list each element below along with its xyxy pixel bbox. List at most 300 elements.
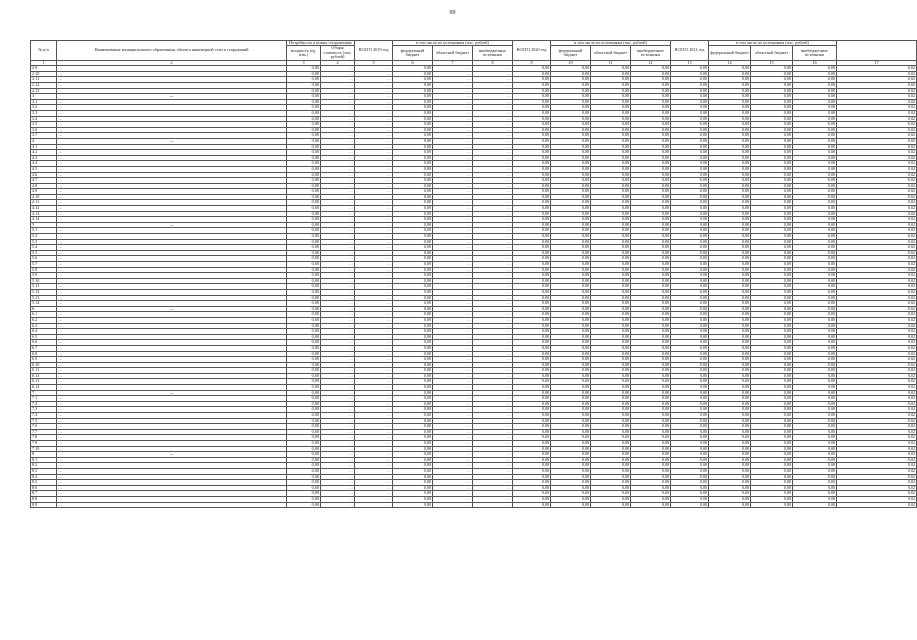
- value-cell: 0,00: [551, 228, 591, 234]
- value-cell: 0,00: [709, 200, 751, 206]
- value-cell: …: [355, 206, 393, 212]
- value-cell: 0,00: [513, 250, 551, 256]
- value-cell: 0,00: [671, 362, 709, 368]
- value-cell: 0,02: [837, 178, 917, 184]
- value-cell: 0,00: [709, 463, 751, 469]
- value-cell: 0,00: [591, 94, 631, 100]
- value-cell: …: [321, 228, 355, 234]
- value-cell: 0,00: [709, 390, 751, 396]
- value-cell: 0,00: [287, 99, 321, 105]
- value-cell: …: [433, 189, 473, 195]
- header-total-2020: ВСЕГО 2020 год: [513, 41, 551, 61]
- value-cell: 0,00: [793, 133, 837, 139]
- value-cell: 0,00: [393, 273, 433, 279]
- row-name-cell: …: [57, 435, 287, 441]
- value-cell: …: [355, 457, 393, 463]
- value-cell: 0,00: [751, 491, 793, 497]
- value-cell: 0,00: [591, 317, 631, 323]
- row-number-cell: 6.8: [31, 351, 57, 357]
- value-cell: 0,00: [513, 234, 551, 240]
- value-cell: 0,00: [671, 474, 709, 480]
- value-cell: 0,00: [709, 194, 751, 200]
- value-cell: 0,00: [793, 161, 837, 167]
- value-cell: 0,00: [671, 256, 709, 262]
- value-cell: …: [433, 345, 473, 351]
- value-cell: …: [355, 200, 393, 206]
- value-cell: …: [321, 379, 355, 385]
- value-cell: 0,00: [709, 161, 751, 167]
- value-cell: 0,00: [709, 250, 751, 256]
- value-cell: 0,00: [591, 234, 631, 240]
- value-cell: 0,02: [837, 83, 917, 89]
- value-cell: …: [321, 424, 355, 430]
- value-cell: 0,00: [591, 373, 631, 379]
- value-cell: 0,00: [287, 267, 321, 273]
- value-cell: …: [355, 463, 393, 469]
- value-cell: 0,00: [631, 77, 671, 83]
- value-cell: 0,00: [551, 144, 591, 150]
- value-cell: 0,02: [837, 468, 917, 474]
- value-cell: 0,00: [631, 379, 671, 385]
- value-cell: …: [355, 273, 393, 279]
- value-cell: 0,00: [591, 441, 631, 447]
- value-cell: …: [433, 452, 473, 458]
- value-cell: …: [321, 166, 355, 172]
- row-name-cell: …: [57, 396, 287, 402]
- value-cell: 0,00: [671, 172, 709, 178]
- row-name-cell: …: [57, 468, 287, 474]
- value-cell: 0,02: [837, 206, 917, 212]
- value-cell: 0,00: [591, 150, 631, 156]
- value-cell: …: [321, 435, 355, 441]
- value-cell: 0,00: [751, 357, 793, 363]
- value-cell: 0,00: [551, 379, 591, 385]
- value-cell: 0,00: [709, 357, 751, 363]
- row-name-cell: …: [57, 424, 287, 430]
- value-cell: 0,00: [393, 133, 433, 139]
- value-cell: 0,00: [287, 228, 321, 234]
- value-cell: …: [321, 161, 355, 167]
- value-cell: 0,02: [837, 127, 917, 133]
- value-cell: 0,00: [793, 407, 837, 413]
- value-cell: 0,00: [393, 502, 433, 508]
- value-cell: …: [433, 127, 473, 133]
- value-cell: 0,00: [631, 306, 671, 312]
- row-name-cell: …: [57, 144, 287, 150]
- value-cell: 0,00: [751, 110, 793, 116]
- column-number-cell: 9: [513, 60, 551, 66]
- value-cell: …: [473, 396, 513, 402]
- value-cell: 0,00: [513, 161, 551, 167]
- value-cell: 0,00: [793, 94, 837, 100]
- value-cell: 0,00: [513, 122, 551, 128]
- value-cell: 0,00: [631, 295, 671, 301]
- value-cell: 0,00: [513, 295, 551, 301]
- value-cell: 0,00: [671, 351, 709, 357]
- row-name-cell: …: [57, 133, 287, 139]
- value-cell: 0,00: [287, 385, 321, 391]
- value-cell: 0,00: [671, 317, 709, 323]
- row-name-cell: …: [57, 262, 287, 268]
- row-number-cell: 8: [31, 452, 57, 458]
- row-name-cell: …: [57, 413, 287, 419]
- value-cell: 0,00: [631, 239, 671, 245]
- value-cell: 0,00: [671, 105, 709, 111]
- value-cell: …: [321, 250, 355, 256]
- value-cell: …: [433, 99, 473, 105]
- value-cell: …: [355, 295, 393, 301]
- value-cell: 0,00: [591, 122, 631, 128]
- value-cell: …: [355, 161, 393, 167]
- value-cell: 0,00: [551, 452, 591, 458]
- value-cell: …: [473, 206, 513, 212]
- value-cell: 0,00: [513, 496, 551, 502]
- value-cell: …: [473, 133, 513, 139]
- value-cell: …: [321, 267, 355, 273]
- value-cell: 0,00: [709, 329, 751, 335]
- value-cell: …: [433, 312, 473, 318]
- value-cell: 0,00: [631, 284, 671, 290]
- row-number-cell: 3.1: [31, 99, 57, 105]
- value-cell: …: [473, 413, 513, 419]
- value-cell: 0,00: [631, 150, 671, 156]
- value-cell: 0,00: [793, 295, 837, 301]
- row-name-cell: …: [57, 407, 287, 413]
- value-cell: 0,00: [591, 228, 631, 234]
- value-cell: 0,00: [287, 133, 321, 139]
- value-cell: …: [473, 496, 513, 502]
- value-cell: 0,00: [513, 194, 551, 200]
- value-cell: 0,00: [631, 468, 671, 474]
- value-cell: 0,00: [393, 99, 433, 105]
- value-cell: 0,00: [513, 418, 551, 424]
- value-cell: 0,00: [793, 368, 837, 374]
- value-cell: …: [473, 401, 513, 407]
- value-cell: 0,00: [793, 273, 837, 279]
- value-cell: …: [321, 88, 355, 94]
- value-cell: 0,00: [709, 245, 751, 251]
- row-number-cell: 4.4: [31, 161, 57, 167]
- row-number-cell: 5.7: [31, 262, 57, 268]
- value-cell: 0,00: [751, 446, 793, 452]
- value-cell: 0,00: [671, 284, 709, 290]
- value-cell: 0,02: [837, 161, 917, 167]
- value-cell: 0,00: [671, 357, 709, 363]
- value-cell: 0,00: [671, 222, 709, 228]
- value-cell: …: [473, 491, 513, 497]
- value-cell: 0,00: [513, 77, 551, 83]
- value-cell: 0,02: [837, 245, 917, 251]
- value-cell: …: [473, 329, 513, 335]
- value-cell: 0,00: [551, 289, 591, 295]
- value-cell: 0,00: [793, 373, 837, 379]
- value-cell: 0,00: [751, 133, 793, 139]
- value-cell: 0,00: [709, 217, 751, 223]
- value-cell: 0,00: [709, 502, 751, 508]
- value-cell: 0,00: [751, 88, 793, 94]
- value-cell: 0,00: [551, 133, 591, 139]
- row-number-cell: 2.12: [31, 83, 57, 89]
- value-cell: 0,02: [837, 396, 917, 402]
- value-cell: 0,00: [393, 463, 433, 469]
- value-cell: 0,00: [591, 206, 631, 212]
- value-cell: 0,00: [393, 368, 433, 374]
- value-cell: …: [355, 446, 393, 452]
- value-cell: 0,00: [287, 379, 321, 385]
- value-cell: …: [433, 161, 473, 167]
- value-cell: …: [473, 138, 513, 144]
- value-cell: 0,00: [671, 278, 709, 284]
- row-number-cell: 2.11: [31, 77, 57, 83]
- value-cell: …: [433, 357, 473, 363]
- value-cell: …: [321, 334, 355, 340]
- value-cell: 0,00: [551, 301, 591, 307]
- value-cell: 0,00: [591, 262, 631, 268]
- row-number-cell: 7.1: [31, 396, 57, 402]
- value-cell: 0,00: [513, 463, 551, 469]
- value-cell: 0,00: [709, 312, 751, 318]
- value-cell: 0,00: [671, 183, 709, 189]
- value-cell: 0,00: [393, 345, 433, 351]
- value-cell: …: [355, 401, 393, 407]
- value-cell: 0,00: [513, 217, 551, 223]
- value-cell: 0,00: [671, 491, 709, 497]
- value-cell: 0,02: [837, 351, 917, 357]
- value-cell: 0,00: [551, 267, 591, 273]
- value-cell: …: [321, 127, 355, 133]
- value-cell: 0,00: [513, 502, 551, 508]
- row-number-cell: 4.6: [31, 172, 57, 178]
- header-capacity: мощность (ед. изм.): [287, 46, 321, 60]
- row-name-cell: …: [57, 323, 287, 329]
- value-cell: 0,00: [551, 407, 591, 413]
- value-cell: 0,00: [591, 485, 631, 491]
- value-cell: 0,00: [591, 133, 631, 139]
- value-cell: 0,00: [513, 390, 551, 396]
- value-cell: 0,00: [631, 99, 671, 105]
- value-cell: 0,00: [709, 435, 751, 441]
- value-cell: 0,00: [671, 390, 709, 396]
- row-name-cell: …: [57, 77, 287, 83]
- value-cell: 0,00: [631, 189, 671, 195]
- value-cell: 0,00: [393, 452, 433, 458]
- row-number-cell: 6.11: [31, 368, 57, 374]
- value-cell: 0,00: [513, 474, 551, 480]
- value-cell: 0,02: [837, 150, 917, 156]
- row-name-cell: …: [57, 334, 287, 340]
- value-cell: …: [355, 429, 393, 435]
- value-cell: 0,00: [709, 452, 751, 458]
- row-name-cell: …: [57, 183, 287, 189]
- value-cell: 0,00: [751, 468, 793, 474]
- column-number-cell: 1: [31, 60, 57, 66]
- value-cell: …: [321, 172, 355, 178]
- row-name-cell: …: [57, 295, 287, 301]
- value-cell: 0,00: [287, 312, 321, 318]
- value-cell: 0,00: [591, 345, 631, 351]
- value-cell: …: [355, 211, 393, 217]
- value-cell: 0,00: [551, 429, 591, 435]
- value-cell: 0,02: [837, 424, 917, 430]
- value-cell: 0,00: [591, 424, 631, 430]
- value-cell: 0,00: [287, 273, 321, 279]
- value-cell: 0,00: [393, 312, 433, 318]
- value-cell: 0,00: [631, 446, 671, 452]
- value-cell: …: [473, 178, 513, 184]
- value-cell: 0,00: [751, 138, 793, 144]
- row-name-cell: …: [57, 116, 287, 122]
- value-cell: …: [321, 373, 355, 379]
- row-number-cell: 7: [31, 390, 57, 396]
- value-cell: 0,02: [837, 368, 917, 374]
- value-cell: …: [321, 133, 355, 139]
- value-cell: …: [355, 351, 393, 357]
- value-cell: 0,00: [671, 373, 709, 379]
- row-number-cell: 6.9: [31, 357, 57, 363]
- row-number-cell: 5.1: [31, 228, 57, 234]
- value-cell: …: [355, 71, 393, 77]
- value-cell: 0,02: [837, 71, 917, 77]
- value-cell: …: [473, 351, 513, 357]
- value-cell: 0,00: [709, 373, 751, 379]
- value-cell: …: [355, 183, 393, 189]
- value-cell: 0,00: [631, 340, 671, 346]
- value-cell: …: [473, 144, 513, 150]
- row-name-cell: …: [57, 166, 287, 172]
- header-sources-2020: в том числе по источникам (тыс. рублей): [551, 41, 671, 46]
- value-cell: …: [473, 452, 513, 458]
- row-name-cell: …: [57, 502, 287, 508]
- value-cell: 0,02: [837, 401, 917, 407]
- value-cell: …: [321, 312, 355, 318]
- value-cell: …: [433, 262, 473, 268]
- value-cell: …: [473, 368, 513, 374]
- value-cell: 0,02: [837, 122, 917, 128]
- value-cell: …: [321, 99, 355, 105]
- value-cell: 0,00: [671, 418, 709, 424]
- value-cell: …: [321, 329, 355, 335]
- value-cell: 0,00: [709, 413, 751, 419]
- value-cell: 0,00: [793, 401, 837, 407]
- value-cell: 0,00: [591, 105, 631, 111]
- value-cell: 0,00: [513, 133, 551, 139]
- value-cell: …: [473, 323, 513, 329]
- value-cell: …: [321, 463, 355, 469]
- value-cell: 0,00: [671, 83, 709, 89]
- row-name-cell: …: [57, 379, 287, 385]
- value-cell: …: [355, 105, 393, 111]
- value-cell: …: [433, 172, 473, 178]
- value-cell: 0,00: [793, 474, 837, 480]
- value-cell: 0,00: [513, 424, 551, 430]
- value-cell: 0,00: [513, 222, 551, 228]
- value-cell: 0,00: [551, 127, 591, 133]
- value-cell: 0,00: [513, 127, 551, 133]
- value-cell: …: [473, 161, 513, 167]
- value-cell: 0,00: [751, 234, 793, 240]
- value-cell: 0,00: [751, 301, 793, 307]
- value-cell: 0,00: [591, 71, 631, 77]
- row-number-cell: 6.4: [31, 329, 57, 335]
- value-cell: …: [321, 457, 355, 463]
- value-cell: 0,00: [393, 217, 433, 223]
- value-cell: 0,00: [751, 284, 793, 290]
- value-cell: 0,00: [393, 122, 433, 128]
- value-cell: 0,00: [591, 88, 631, 94]
- value-cell: 0,00: [751, 474, 793, 480]
- value-cell: 0,00: [393, 468, 433, 474]
- value-cell: …: [433, 94, 473, 100]
- row-name-cell: …: [57, 194, 287, 200]
- value-cell: …: [433, 390, 473, 396]
- value-cell: 0,00: [393, 110, 433, 116]
- value-cell: 0,00: [591, 334, 631, 340]
- value-cell: 0,00: [591, 396, 631, 402]
- row-name-cell: …: [57, 429, 287, 435]
- row-name-cell: …: [57, 351, 287, 357]
- value-cell: 0,00: [709, 189, 751, 195]
- value-cell: …: [321, 357, 355, 363]
- row-name-cell: …: [57, 340, 287, 346]
- value-cell: 0,00: [709, 345, 751, 351]
- value-cell: 0,00: [709, 71, 751, 77]
- value-cell: 0,00: [709, 99, 751, 105]
- value-cell: 0,02: [837, 194, 917, 200]
- value-cell: 0,00: [751, 334, 793, 340]
- value-cell: 0,00: [751, 485, 793, 491]
- value-cell: 0,00: [709, 122, 751, 128]
- value-cell: 0,00: [671, 144, 709, 150]
- value-cell: 0,02: [837, 239, 917, 245]
- value-cell: 0,00: [393, 66, 433, 72]
- value-cell: …: [321, 446, 355, 452]
- row-number-cell: 8.1: [31, 457, 57, 463]
- value-cell: 0,00: [751, 256, 793, 262]
- value-cell: 0,00: [793, 312, 837, 318]
- value-cell: 0,00: [631, 323, 671, 329]
- value-cell: 0,02: [837, 250, 917, 256]
- value-cell: 0,00: [671, 133, 709, 139]
- value-cell: 0,00: [631, 262, 671, 268]
- value-cell: 0,00: [671, 150, 709, 156]
- value-cell: 0,00: [671, 452, 709, 458]
- value-cell: …: [321, 94, 355, 100]
- value-cell: 0,00: [709, 334, 751, 340]
- value-cell: 0,00: [751, 496, 793, 502]
- value-cell: 0,00: [551, 340, 591, 346]
- value-cell: 0,00: [513, 183, 551, 189]
- value-cell: 0,02: [837, 88, 917, 94]
- value-cell: 0,00: [671, 116, 709, 122]
- value-cell: …: [473, 362, 513, 368]
- value-cell: 0,00: [551, 94, 591, 100]
- row-name-cell: …: [57, 267, 287, 273]
- value-cell: 0,00: [793, 463, 837, 469]
- value-cell: …: [473, 234, 513, 240]
- value-cell: 0,00: [393, 127, 433, 133]
- value-cell: 0,00: [513, 273, 551, 279]
- value-cell: …: [355, 485, 393, 491]
- value-cell: …: [321, 468, 355, 474]
- value-cell: 0,00: [287, 194, 321, 200]
- value-cell: 0,00: [287, 200, 321, 206]
- value-cell: 0,02: [837, 323, 917, 329]
- value-cell: 0,02: [837, 485, 917, 491]
- value-cell: 0,00: [551, 502, 591, 508]
- value-cell: 0,00: [393, 194, 433, 200]
- row-name-cell: …: [57, 446, 287, 452]
- value-cell: 0,00: [287, 418, 321, 424]
